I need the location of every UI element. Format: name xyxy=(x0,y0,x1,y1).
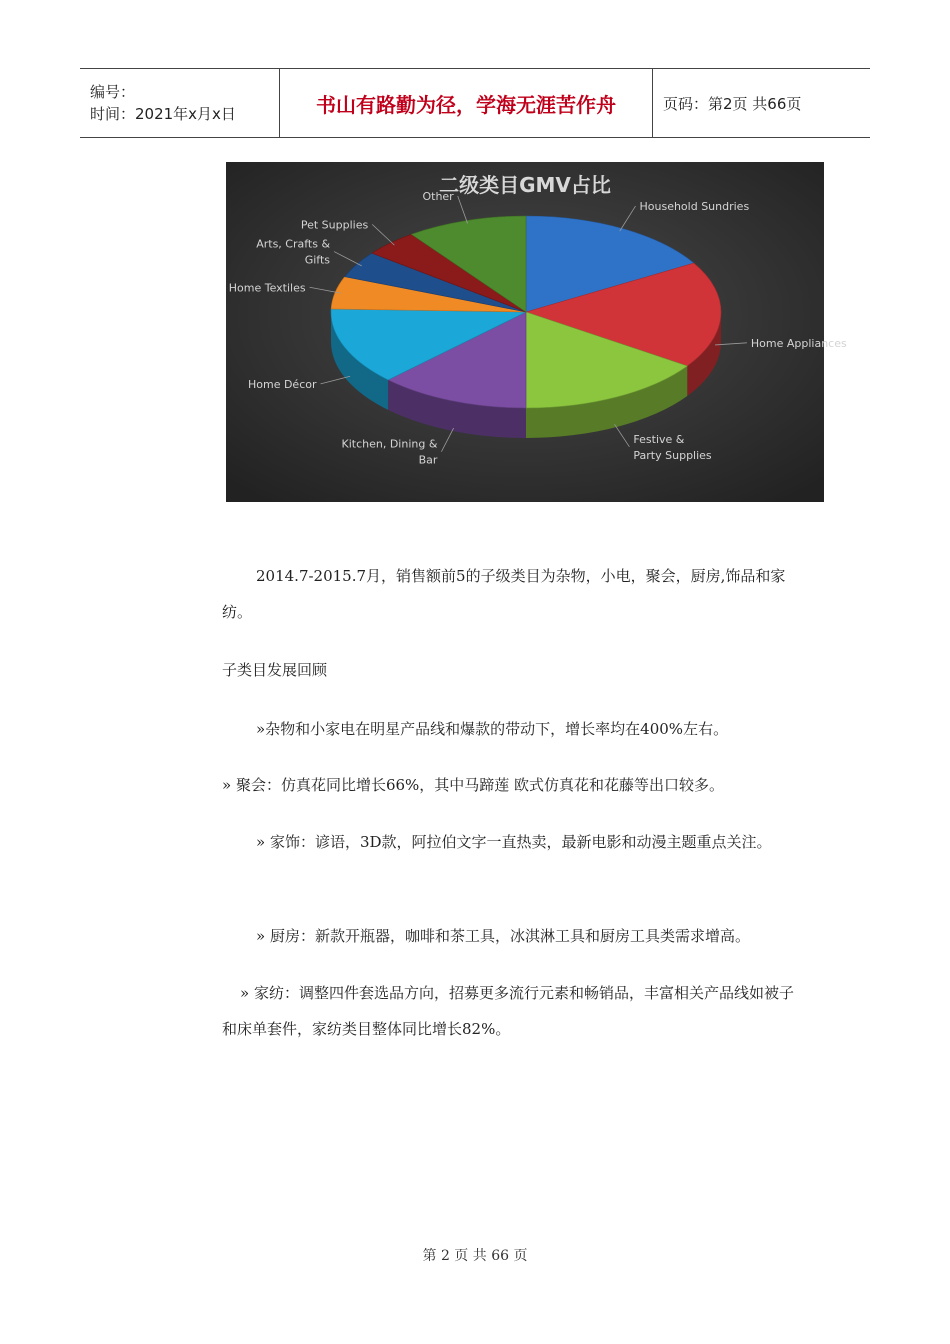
summary-paragraph: 2014.7-2015.7月，销售额前5的子级类目为杂物，小电，聚会，厨房,饰品和家纺。 xyxy=(222,567,786,621)
section-heading-block xyxy=(222,652,802,688)
slice-label-pet-supplies: Pet Supplies xyxy=(300,218,369,232)
bullet-block-5 xyxy=(222,975,802,1047)
bullet-textiles: » 家纺：调整四件套选品方向，招募更多流行元素和畅销品，丰富相关产品线如被子和床单套件，家纺类目整体同比增长82%。 xyxy=(222,984,794,1038)
document-number-label: 编号： xyxy=(90,83,136,101)
pie-chart-svg xyxy=(226,162,847,502)
pie-slices xyxy=(331,216,721,408)
header-motto xyxy=(280,69,653,137)
header-page-info xyxy=(653,69,870,137)
slice-label-festive-party-supplies: Festive & Party Supplies xyxy=(633,432,712,462)
footer-page-number: 第 2 页 共 66 页 xyxy=(422,1248,528,1264)
header-meta xyxy=(80,69,280,137)
chart-title: 二级类目GMV占比 xyxy=(439,173,611,197)
bullet-block-3 xyxy=(222,824,802,860)
bullet-block-2 xyxy=(222,767,802,803)
bullet-party: » 聚会：仿真花同比增长66%，其中马蹄莲 欧式仿真花和花藤等出口较多。 xyxy=(222,776,725,794)
page-footer xyxy=(0,1245,950,1265)
document-time-label: 时间：2021年x月x日 xyxy=(90,105,236,123)
slice-label-home-appliances: Home Appliances xyxy=(750,336,847,350)
slice-label-other: Other xyxy=(422,189,454,203)
slice-label-arts-crafts-gifts: Arts, Crafts & Gifts xyxy=(256,237,331,267)
body-paragraph-1 xyxy=(222,558,802,630)
bullet-sundries: »杂物和小家电在明星产品线和爆款的带动下，增长率均在400%左右。 xyxy=(256,720,729,738)
slice-label-household-sundries: Household Sundries xyxy=(639,200,750,214)
motto-text: 书山有路勤为径，学海无涯苦作舟 xyxy=(316,92,616,117)
page-header xyxy=(80,68,870,138)
slice-label-home-textiles: Home Textiles xyxy=(228,281,306,295)
bullet-block-4 xyxy=(222,918,802,954)
gmv-pie-chart xyxy=(226,162,847,502)
slice-label-kitchen-dining-bar: Kitchen, Dining & Bar xyxy=(341,437,438,467)
page-number-label: 页码：第2页 共66页 xyxy=(663,94,802,113)
slice-label-home-d-cor: Home Décor xyxy=(247,377,317,391)
bullet-decor: » 家饰：谚语，3D款，阿拉伯文字一直热卖，最新电影和动漫主题重点关注。 xyxy=(256,833,772,851)
bullet-block-1 xyxy=(222,711,802,747)
bullet-kitchen: » 厨房：新款开瓶器，咖啡和茶工具，冰淇淋工具和厨房工具类需求增高。 xyxy=(256,927,750,945)
section-heading: 子类目发展回顾 xyxy=(222,661,328,679)
